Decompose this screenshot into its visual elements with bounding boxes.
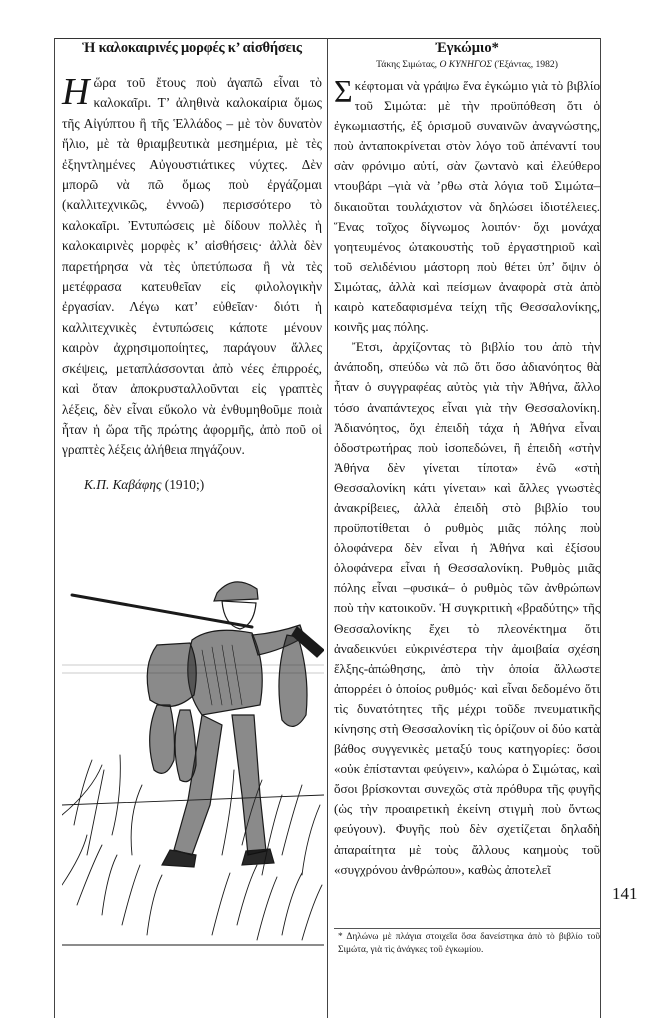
left-column	[62, 40, 322, 493]
right-paragraph-2: Ἔτσι, ἀρχίζοντας τὸ βιβλίο του ἀπὸ τὴν ἀνάποδη, σπεύδω νὰ πῶ ὅτι ὅσο ἀδιανόητος θὰ ἦταν ὁ συγγραφέας αὐτὸς γιὰ τὴν Ἀθήνα, ἄλλο τόσο ἀναπάντεχος εἶναι γιὰ τὴν Θεσσαλονίκη. Ἀδιανόητος, ὄχι ἐπειδὴ τάχα ἡ Ἀθήνα εἶναι ὁδοστρωτήρας ποὺ ἰσοπεδώνει, ἢ ἐπειδὴ «στὴν Ἀθήνα δὲν γίνεται τίποτα» ἐνῶ «στὴ Θεσσαλονίκη κάτι γίνεται» καὶ ἄλλες γνωστὲς ἀνακρίβειες, ἀλλὰ ἐπειδὴ στὸ βιβλίο του προϋποτίθεται ὁ ρυθμὸς μιᾶς πόλης ποὺ ὁλοφάνερα δὲν εἶναι ἡ Ἀθήνα καὶ ἐξίσου ὁλοφάνερα εἶναι ἡ Θεσσαλονίκη. Ρυθμὸς μιᾶς πόλης εἶναι –φυσικά– ὁ ρυθμὸς τῶν ἀνθρώπων ποὺ τὴν κατοικοῦν. Ἡ συγκριτικὴ «βραδύτης» τῆς Θεσσαλονίκης ἔχει τὸ πλεονέκτημα ὅτι ἀναδεικνύει εὐκρινέστερα τὴν ἀμοιβαία σχέση ἕλξης-ἀπώθησης, ἀπὸ τὴν ὁποία ἄλλωστε ἀπορρέει ὁ ὁποίος ρυθμός· καὶ εἶναι δεδομένο ὅτι τὶς δυνατότητες τῆς μέχρι τοῦδε πνευματικῆς κίνησης στὴ Θεσσαλονίκη τὶς ὁρίζουν οἱ δύο κατὰ βάθος συγγενικὲς μεταξύ τους κατηγορίες: ὅσοι «οὐκ ἐπίστανται φεύγειν», καλώρα ὁ Σιμώτας, καὶ ὅσοι βρίσκονται συνεχῶς στὰ πρόθυρα τῆς φυγῆς (ὡς τὴν προαιρετικὴ ἐκείνη στιγμὴ ποὺ ὄντως φεύγουν). Φυγῆς ποὺ δὲν σχετίζεται δηλαδὴ ἀπαραίτητα μὲ τοὺς ἄλλους καημοὺς τοῦ «συγχρόνου ἀνθρώπου», καθὼς ἀποτελεῖ	[334, 339, 600, 877]
right-paragraph-1-text: κέφτομαι νὰ γράψω ἕνα ἐγκώμιο γιὰ τὸ βιβλίο τοῦ Σιμώτα: μὲ τὴν προϋπόθεση ὅτι ὁ ἐγκωμιαστής, ἐξ ὁρισμοῦ συναινῶν ἀναγνώστης, ποὺ ἀνταποκρίνεται στὸν λόγο τοῦ ἀπέναντί του σὰν φρόνιμο αὐτί, σὰν ζωντανὸ καὶ ἐλεύθερο ντουβάρι –γιὰ νὰ ’ρθω στὰ λόγια τοῦ Σιμώτα– δικαιοῦται τουλάχιστον νὰ δηλώσει ἰδιοτέλειες. Ἕνας τοῖχος δίγνωμος λοιπόν· ὄχι μονάχα γοητευμένος ὠτακουστὴς τοῦ ἐργαστηριοῦ καὶ τοῦ σελιδένιου μάστορη ποὺ θέτει ὑπ’ ὄψιν ὁ Σιμώτας, ἀλλὰ καὶ πείσμων ἀναφορὰ στὰ ἀπὸ καιρὸ κατεδαφισμένα τείχη τῆς Θεσσαλονίκης, κοινῆς μας πόλης.	[334, 78, 600, 335]
signature-name: Κ.Π. Καβάφης	[84, 476, 162, 492]
footnote: * Δηλώνω μὲ πλάγια στοιχεῖα ὅσα δανείστηκα ἀπὸ τὸ βιβλίο τοῦ Σιμώτα, γιὰ τὶς ἀνάγκες τοῦ ἐγκωμίου.	[338, 932, 600, 955]
footnote-rule	[334, 928, 600, 929]
right-article-body	[334, 73, 600, 880]
right-article-title: Ἐγκώμιο*	[435, 40, 499, 56]
left-dropcap: Η	[62, 71, 90, 113]
left-column-rule	[54, 38, 55, 1018]
source-book: Ο ΚΥΝΗΓΟΣ	[439, 59, 492, 70]
left-body-text: ὥρα τοῦ ἔτους ποὺ ἀγαπῶ εἶναι τὸ καλοκαῖρι. Τ’ ἀληθινὰ καλοκαίρια ὅμως τῆς Αἰγύπτου ἢ τῆς Ἑλλάδος – μὲ τὸν δυνατὸν ἥλιο, μὲ τὰ θριαμβευτικὰ μεσημέρια, μὲ τὲς ἐξηντλημένες Αὐγουστιάτικες νύχτες. Δὲν μπορῶ νὰ πῶ ὅμως ποὺ ἐργάζομαι (καλλιτεχνικῶς, ἐννοῶ) περισσότερο τὸ καλοκαῖρι. Ἐντυπώσεις μὲ δίδουν πολλὲς ἡ καλοκαιρινὲς μορφὲς κ’ αἰσθήσεις· ἀλλὰ δὲν παρετήρησα νὰ τὲς ὑπετύπωσα ἢ νὰ τὲς μετέφρασα κατευθεῖαν εἰς φιλολογικὴν ἐργασίαν. Λέγω κατ’ εὐθεῖαν· διότι ἡ καλλιτεχνικὲς ἐντυπώσεις κάποτε μένουν καιρὸν ἀχρησιμοποίητες, παράγουν ἄλλες σκέψεις, μεταπλάσσονται ἀπὸ νέες ἐπιρροές, καὶ ὅταν ἀποκρυσταλλοῦνται εἰς γραπτὲς λέξεις, δὲν εἶναι εὔκολο νὰ ἐνθυμηθοῦμε ποιὰ ἦταν ἡ ὥρα τῆς πρώτης ἀφορμῆς, ἀπὸ ποῦ οἱ γραπτὲς λέξεις ἀλήθεια πηγάζουν.	[62, 75, 322, 458]
page-number: 141	[612, 884, 638, 903]
right-dropcap: Σ	[334, 73, 353, 109]
right-paragraph-1	[334, 73, 600, 337]
left-article-body	[62, 73, 322, 461]
source-author: Τάκης Σιμώτας,	[376, 59, 438, 70]
right-column	[334, 40, 600, 880]
source-citation	[334, 59, 600, 70]
middle-column-rule	[327, 38, 328, 1018]
left-article-title: Ἡ καλοκαιρινές μορφές κ’ αἰσθήσεις	[82, 40, 302, 56]
source-rest: (Ἐξάντας, 1982)	[494, 59, 558, 70]
left-signature	[84, 477, 322, 493]
right-column-rule	[600, 38, 601, 1018]
hunter-with-game-illustration	[62, 555, 324, 950]
signature-year: (1910;)	[164, 476, 205, 492]
